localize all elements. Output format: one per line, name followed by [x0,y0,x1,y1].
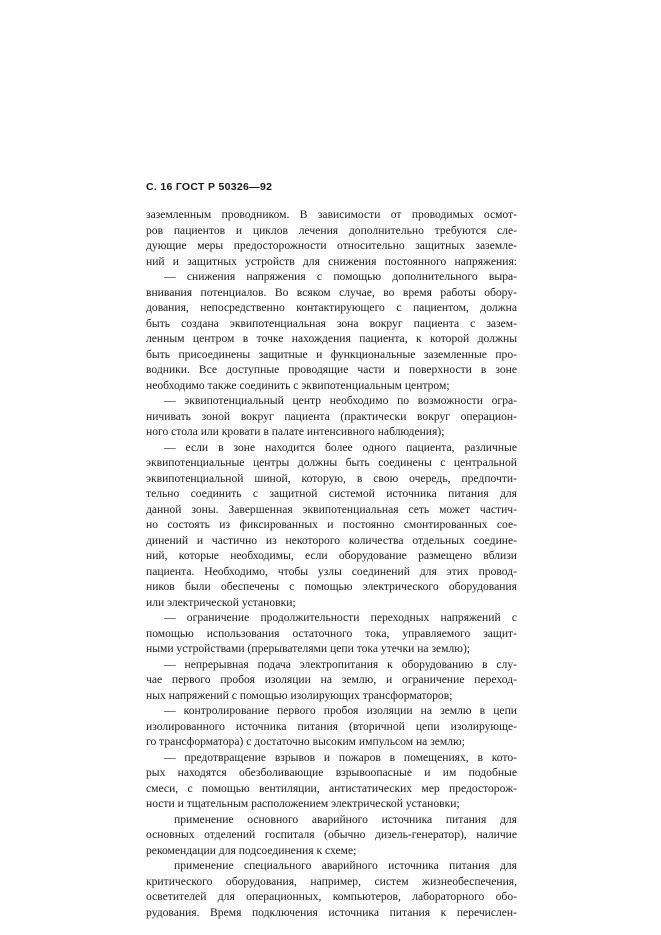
text-line: или электрической установки; [146,595,296,609]
text-line: водники. Все доступные проводящие части и поверхности в зоне [146,363,517,376]
text-line: — ограничение продолжительности переходных напряжений с [164,611,517,624]
text-line: динений и частично из некоторого количества отдельных соедине- [146,533,517,547]
text-line: — предотвращение взрывов и пожаров в помещениях, в кото- [164,750,517,764]
text-line: необходимо также соединить с эквипотенциальным центром; [146,378,450,392]
text-line: изолированного источника питания (вторичной цепи изолирующе- [146,719,517,733]
text-line: — контролирование первого пробоя изоляции на землю в цепи [164,704,517,717]
page-header: С. 16 ГОСТ Р 50326—92 [146,181,273,193]
text-line: но состоять из фиксированных и постоянно смонтированных сое- [146,518,517,531]
text-line: ников были обеспечены с помощью электрического оборудования [146,580,517,593]
text-line: эквипотенциальные центры должны быть соединены с центральной [146,456,517,469]
text-line: ний, которые необходимы, если оборудование размещено вблизи [146,549,517,562]
text-line: ленным центром в точке нахождения пациента, к которой должны [146,332,517,345]
text-line: тельно соединить с защитной системой источника питания для [146,487,517,500]
text-line: дования, непосредственно контактирующего с пациентом, должна [146,301,517,314]
text-line: ного стола или кровати в палате интенсивного наблюдения); [146,425,445,438]
text-line: ничивать зоной вокруг пациента (практически вокруг операцион- [146,409,517,423]
text-line: быть создана эквипотенциальная зона вокруг пациента с зазем- [146,316,517,330]
text-line: ными устройствами (прерывателями цепи тока утечки на землю); [146,642,471,655]
text-line: рекомендации для подсоединения к схеме; [146,843,357,857]
text-line: применение основного аварийного источника питания для [174,812,517,826]
text-line: ний и защитных устройств для снижения постоянного напряжения: [146,254,517,268]
text-line: дующие меры предосторожности относительно защитных заземле- [146,239,517,252]
text-line: помощью использования остаточного тока, управляемого защит- [146,626,517,640]
text-line: критического оборудования, например, систем жизнеобеспечения, [146,874,517,888]
text-line: эквипотенциальной шиной, которую, в свою очередь, предпочти- [146,471,517,485]
text-line: — снижения напряжения с помощью дополнительного выра- [164,270,517,283]
text-line: ров пациентов и циклов лечения дополнительно требуются сле- [146,223,517,237]
text-line: чае первого пробоя изоляции на землю, и ограничение переход- [146,673,517,686]
text-line: — эквипотенциальный центр необходимо по возможности огра- [164,394,517,407]
text-line: го трансформатора) с достаточно высоким импульсом на землю; [146,735,465,748]
text-line: внивания потенциалов. Во всяком случае, во время работы обору- [146,285,517,299]
text-line: — непрерывная подача электропитания к оборудованию в слу- [164,657,517,671]
text-line: данной зоны. Завершенная эквипотенциальная сеть может частич- [146,502,517,516]
text-line: рудования. Время подключения источника питания к перечислен- [146,905,517,919]
text-line: ности и тщательным расположением электрической установки; [146,797,460,810]
text-line: применение специального аварийного источника питания для [174,859,517,872]
text-line: быть присоединены защитные и функциональные заземленные про- [146,347,517,361]
body-text [146,207,517,920]
text-line: рых находятся обезболивающие взрывоопасные и им подобные [146,766,517,779]
text-line: ных напряжений с помощью изолирующих трансформаторов; [146,688,453,702]
text-line: — если в зоне находится более одного пациента, различные [164,440,517,454]
text-line: осветителей для операционных, компьютеров, лабораторного обо- [146,890,517,903]
text-line: пациента. Необходимо, чтобы узлы соединений для этих провод- [146,564,517,578]
text-line: основных отделений госпиталя (обычно дизель-генератор), наличие [146,828,517,841]
text-line: заземленным проводником. В зависимости от проводимых осмот- [146,208,517,221]
text-line: смеси, с помощью вентиляции, антистатических мер предосторож- [146,781,517,795]
